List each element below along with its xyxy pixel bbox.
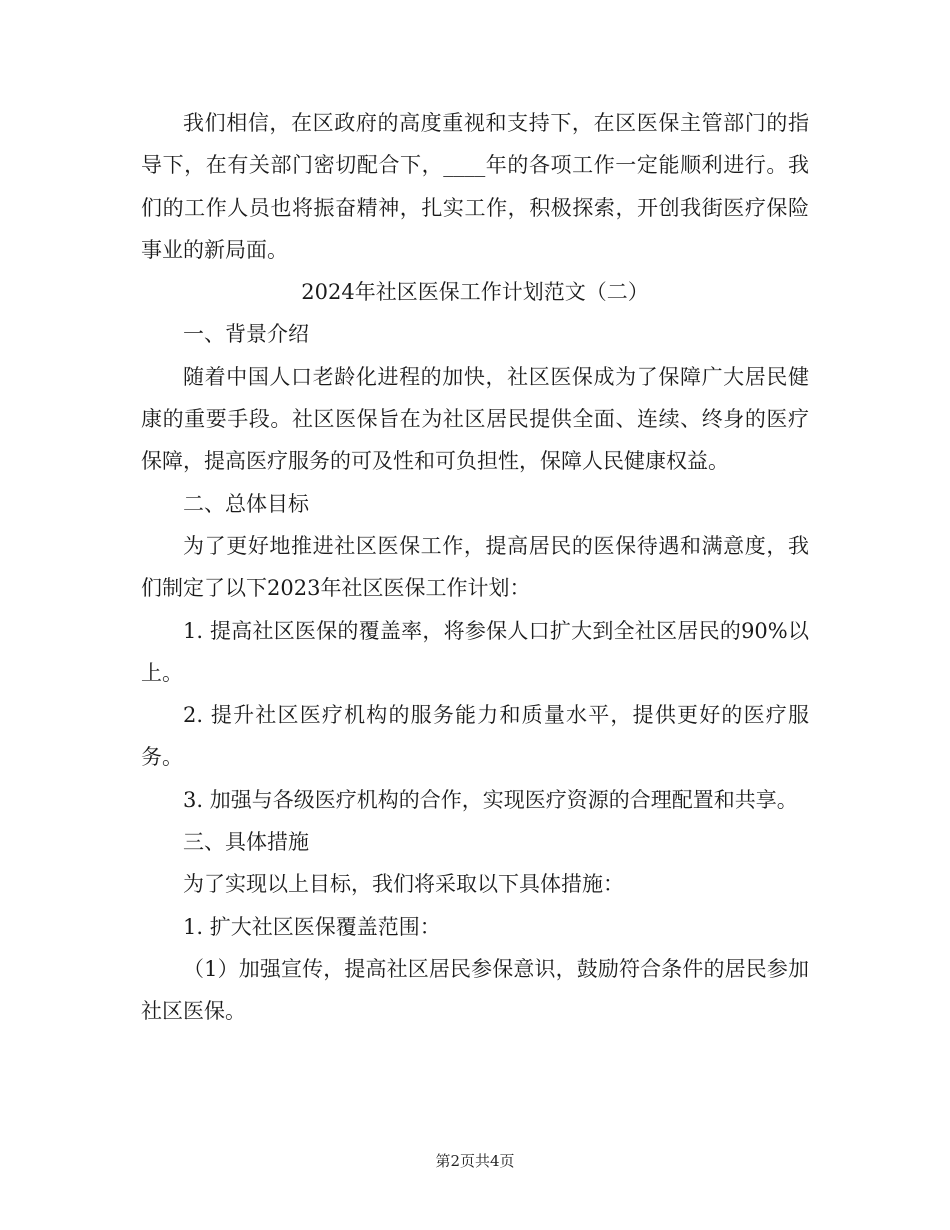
goal-item-3: 3. 加强与各级医疗机构的合作，实现医疗资源的合理配置和共享。 — [183, 787, 798, 812]
section-title: 2024年社区医保工作计划范文（二） — [301, 280, 649, 305]
closing-paragraph: 我们相信，在区政府的高度重视和支持下，在区医保主管部门的指导下，在有关部门密切配合下，____年的各项工作一定能顺利进行。我们的工作人员也将振奋精神，扎实工作，积极探索，开创我街医疗保险事业的新局面。 — [141, 111, 809, 262]
document-body — [141, 102, 809, 1033]
paragraph-goals-intro: 为了更好地推进社区医保工作，提高居民的医保待遇和满意度，我们制定了以下2023年社区医保工作计划： — [141, 533, 809, 601]
goal-item-2: 2. 提升社区医疗机构的服务能力和质量水平，提供更好的医疗服务。 — [141, 703, 809, 770]
paragraph-measures-intro: 为了实现以上目标，我们将采取以下具体措施： — [183, 872, 624, 897]
page-number: 第2页共4页 — [435, 1152, 515, 1170]
measure-item-1: 1. 扩大社区医保覆盖范围： — [183, 914, 441, 939]
heading-overall-goals: 二、总体目标 — [183, 491, 309, 516]
heading-background: 一、背景介绍 — [183, 322, 309, 347]
measure-subitem-1: （1）加强宣传，提高社区居民参保意识，鼓励符合条件的居民参加社区医保。 — [141, 956, 809, 1024]
goal-item-1: 1. 提高社区医保的覆盖率，将参保人口扩大到全社区居民的90%以上。 — [141, 618, 809, 685]
heading-measures: 三、具体措施 — [183, 830, 309, 855]
paragraph-background: 随着中国人口老龄化进程的加快，社区医保成为了保障广大居民健康的重要手段。社区医保旨在为社区居民提供全面、连续、终身的医疗保障，提高医疗服务的可及性和可负担性，保障人民健康权益。 — [141, 364, 809, 474]
